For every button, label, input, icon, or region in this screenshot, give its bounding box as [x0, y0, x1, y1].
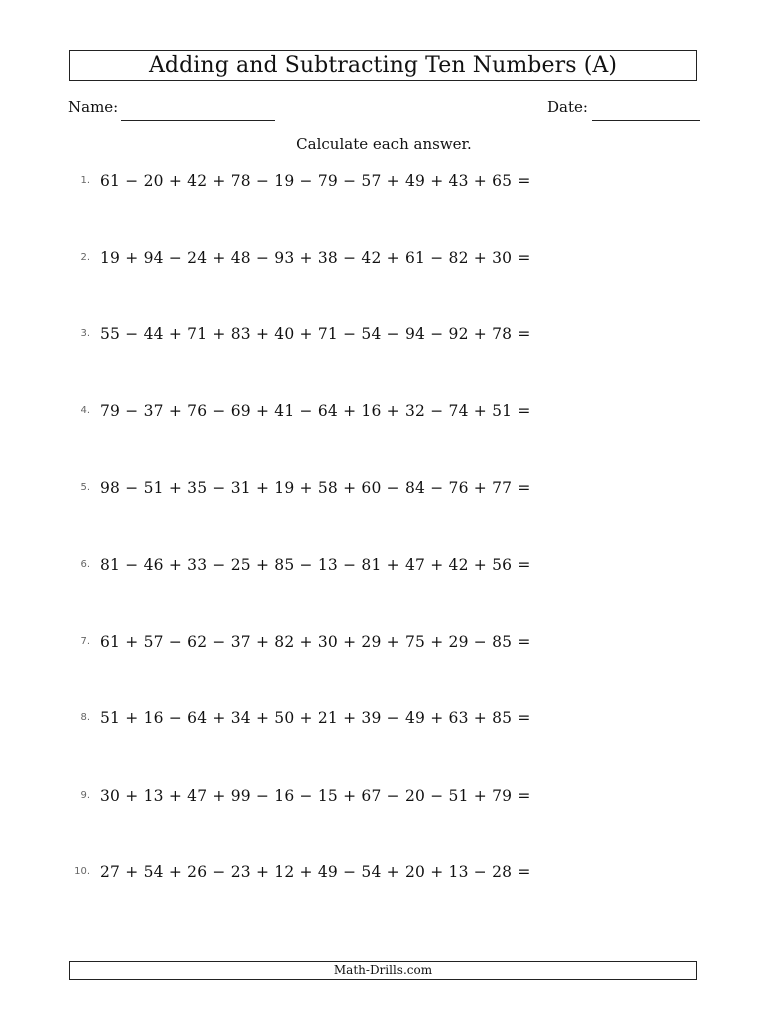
problem-number: 3. [80, 328, 90, 339]
name-line [121, 120, 275, 121]
problem-8 [0, 709, 768, 729]
date-label: Date: [547, 98, 588, 116]
problem-expression: 98 − 51 + 35 − 31 + 19 + 58 + 60 − 84 − 76 + 77 = [100, 479, 531, 497]
problem-7 [0, 633, 768, 653]
problem-expression: 30 + 13 + 47 + 99 − 16 − 15 + 67 − 20 − 51 + 79 = [100, 787, 531, 805]
problem-2 [0, 249, 768, 269]
problem-expression: 27 + 54 + 26 − 23 + 12 + 49 − 54 + 20 + 13 − 28 = [100, 863, 531, 881]
problem-4 [0, 402, 768, 422]
problem-number: 6. [80, 559, 90, 570]
problem-6 [0, 556, 768, 576]
worksheet-title: Adding and Subtracting Ten Numbers (A) [69, 50, 697, 81]
footer-credit: Math-Drills.com [69, 961, 697, 980]
problem-number: 10. [74, 866, 90, 877]
problem-expression: 51 + 16 − 64 + 34 + 50 + 21 + 39 − 49 + 63 + 85 = [100, 709, 531, 727]
name-label: Name: [68, 98, 119, 116]
date-line [592, 120, 700, 121]
problem-number: 7. [80, 636, 90, 647]
problem-number: 1. [80, 175, 90, 186]
problem-number: 2. [80, 252, 90, 263]
problem-9 [0, 787, 768, 807]
problem-expression: 61 + 57 − 62 − 37 + 82 + 30 + 29 + 75 + 29 − 85 = [100, 633, 531, 651]
problem-expression: 19 + 94 − 24 + 48 − 93 + 38 − 42 + 61 − 82 + 30 = [100, 249, 531, 267]
problem-10 [0, 863, 768, 883]
problem-1 [0, 172, 768, 192]
problem-expression: 79 − 37 + 76 − 69 + 41 − 64 + 16 + 32 − 74 + 51 = [100, 402, 531, 420]
problem-number: 9. [80, 790, 90, 801]
problem-3 [0, 325, 768, 345]
instructions: Calculate each answer. [296, 135, 472, 153]
problem-number: 8. [80, 712, 90, 723]
problem-number: 5. [80, 482, 90, 493]
problem-expression: 81 − 46 + 33 − 25 + 85 − 13 − 81 + 47 + 42 + 56 = [100, 556, 531, 574]
problem-expression: 61 − 20 + 42 + 78 − 19 − 79 − 57 + 49 + 43 + 65 = [100, 172, 531, 190]
problem-5 [0, 479, 768, 499]
problem-number: 4. [80, 405, 90, 416]
problem-expression: 55 − 44 + 71 + 83 + 40 + 71 − 54 − 94 − 92 + 78 = [100, 325, 531, 343]
